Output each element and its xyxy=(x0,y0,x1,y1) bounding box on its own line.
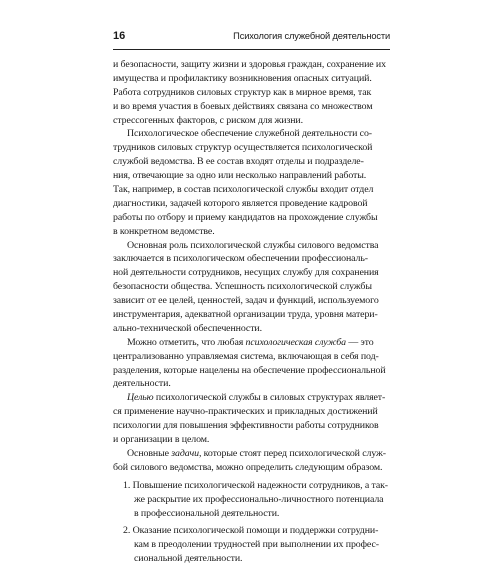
text-line: безопасности общества. Успешность психологической службы xyxy=(113,281,372,293)
list-item-continuation: сиональной деятельности. xyxy=(134,553,243,565)
text-line: ально-технической обеспеченности. xyxy=(113,322,262,334)
text-line: разделения, которые нацелены на обеспечение профессиональной xyxy=(113,364,386,376)
text-line: работы по отбору и приему кандидатов на прохождение службы xyxy=(113,211,378,223)
text-line: ся применение научно-практических и прикладных достижений xyxy=(113,406,378,418)
running-head xyxy=(113,27,390,50)
text-line: Психологическое обеспечение служебной деятельности со- xyxy=(127,128,372,140)
text-line xyxy=(113,447,390,461)
text-line: психологии для повышения эффективности работы сотрудников xyxy=(113,420,379,432)
list-item-line: 2. Оказание психологической помощи и поддержки сотрудни- xyxy=(123,525,379,537)
list-item-line: 1. Повышение психологической надежности сотрудников, а так- xyxy=(123,479,388,491)
text-line: Так, например, в состав психологической службы входит отдел xyxy=(113,184,374,196)
text-line: деятельности. xyxy=(113,378,171,390)
text-line: Работа сотрудников силовых структур как в мирное время, так xyxy=(113,86,372,98)
text-line: трудников силовых структур осуществляется психологической xyxy=(113,142,373,154)
text-line: диагностики, задачей которого является проведение кадровой xyxy=(113,197,368,209)
list-item-continuation: кам в преодолении трудностей при выполнении их профес- xyxy=(134,539,379,551)
text-segment: Основные xyxy=(127,447,172,459)
text-line: централизованно управляемая система, включающая в себя под- xyxy=(113,350,379,362)
text-line: и организации в целом. xyxy=(113,434,210,446)
text-line xyxy=(113,391,390,405)
text-segment: — это xyxy=(345,336,374,348)
text-line: зависит от ее целей, ценностей, задач и функций, используемого xyxy=(113,295,379,307)
text-line: Основная роль психологической службы силового ведомства xyxy=(127,239,379,251)
text-segment: Можно отметить, что любая xyxy=(127,336,246,348)
text-segment: , которые стоят перед психологической служ- xyxy=(198,447,386,459)
text-segment: психологической службы в силовых структурах являет- xyxy=(153,392,386,404)
text-line: ния, отвечающие за одно или несколько направлений работы. xyxy=(113,170,367,182)
text-line: инструментария, адекватной организации труда, уровня матери- xyxy=(113,309,378,321)
text-line: ной деятельности сотрудников, несущих службу для сохранения xyxy=(113,267,379,279)
italic-term: Целью xyxy=(127,392,154,404)
text-line: стрессогенных факторов, с риском для жизни. xyxy=(113,114,303,126)
text-line: и безопасности, защиту жизни и здоровья граждан, сохранение их xyxy=(113,59,386,70)
italic-term: задачи xyxy=(171,447,199,459)
list-item-continuation: в профессиональной деятельности. xyxy=(134,507,280,519)
text-line: бой силового ведомства, можно определить следующим образом. xyxy=(113,461,383,473)
italic-term: психологическая служба xyxy=(245,336,346,348)
body-text xyxy=(113,58,390,566)
text-line: службой ведомства. В ее состав входят отделы и подразделе- xyxy=(113,156,364,168)
text-line: и во время участия в боевых действиях связана со множеством xyxy=(113,100,373,112)
text-line xyxy=(113,336,390,350)
text-line: заключается в психологическом обеспечении профессиональ- xyxy=(113,253,368,265)
text-line: имущества и профилактику возникновения опасных ситуаций. xyxy=(113,72,372,84)
list-item-continuation: же раскрытие их профессионально-личностного потенциала xyxy=(134,493,384,505)
page-number: 16 xyxy=(113,30,126,42)
text-line: в конкретном ведомстве. xyxy=(113,225,215,237)
running-title: Психология служебной деятельности xyxy=(233,31,390,41)
